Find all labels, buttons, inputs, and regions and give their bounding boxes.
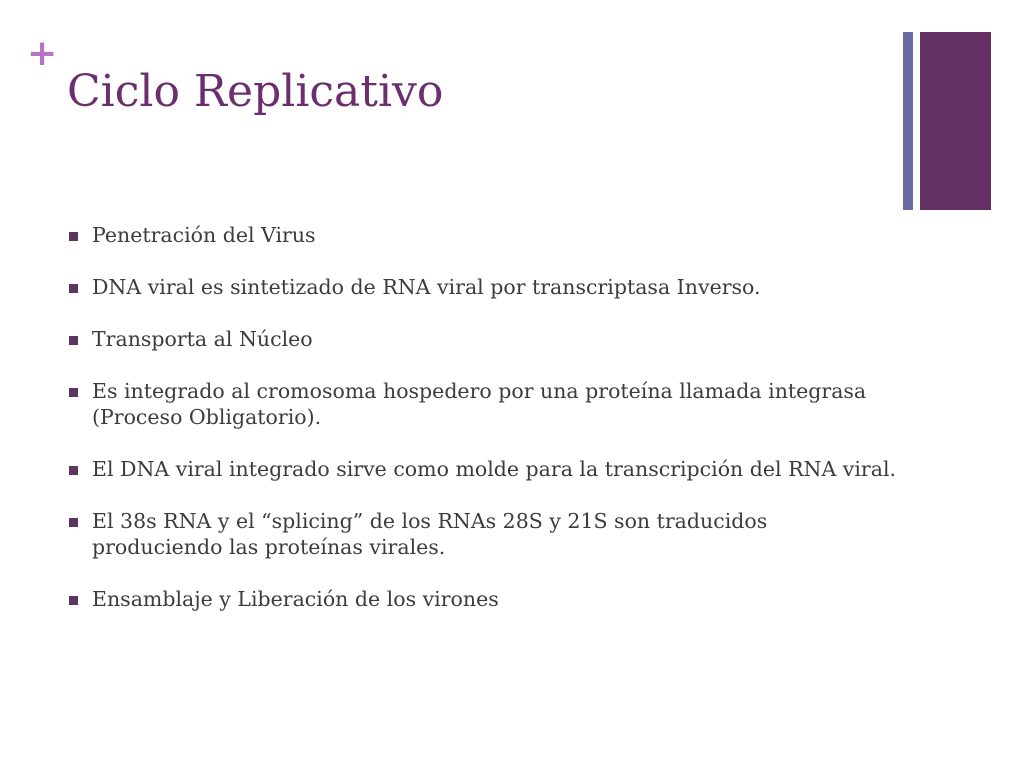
bullet-text: Transporta al Núcleo (92, 327, 313, 351)
bullet-text: El 38s RNA y el “splicing” de los RNAs 28S y 21S son traducidos produciendo las proteínas virales. (92, 509, 768, 559)
bullet-text: DNA viral es sintetizado de RNA viral por transcriptasa Inverso. (92, 275, 761, 299)
bullet-text: Ensamblaje y Liberación de los virones (92, 587, 499, 611)
accent-bar-thin (903, 32, 913, 210)
bullet-item (67, 586, 897, 612)
bullet-item (67, 508, 897, 560)
square-bullet-icon (69, 466, 78, 475)
slide-title: Ciclo Replicativo (67, 66, 444, 117)
bullet-item (67, 378, 897, 430)
square-bullet-icon (69, 232, 78, 241)
bullet-item (67, 274, 897, 300)
bullet-list (67, 222, 897, 638)
bullet-item (67, 326, 897, 352)
bullet-text: Es integrado al cromosoma hospedero por una proteína llamada integrasa (Proceso Obligatorio). (92, 379, 867, 429)
plus-icon: + (27, 33, 58, 74)
square-bullet-icon (69, 388, 78, 397)
bullet-text: El DNA viral integrado sirve como molde para la transcripción del RNA viral. (92, 457, 897, 481)
bullet-item (67, 222, 897, 248)
accent-bar-thick (920, 32, 991, 210)
bullet-text: Penetración del Virus (92, 223, 316, 247)
square-bullet-icon (69, 336, 78, 345)
square-bullet-icon (69, 284, 78, 293)
square-bullet-icon (69, 518, 78, 527)
bullet-item (67, 456, 897, 482)
square-bullet-icon (69, 596, 78, 605)
